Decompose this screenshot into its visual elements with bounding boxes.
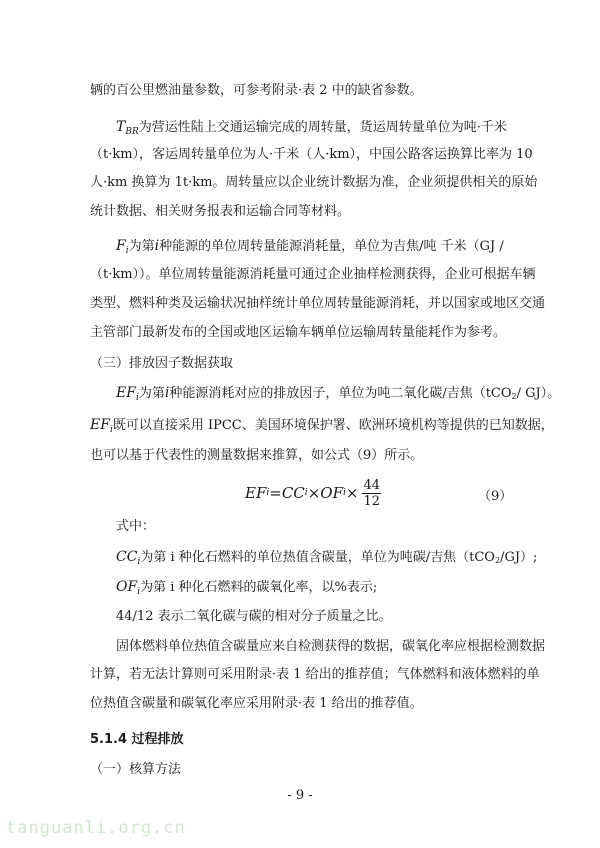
subsection-heading-method: （一）核算方法 [90,762,182,777]
equation-number: （9） [478,489,513,504]
text-line-ratio: 44/12 表示二氧化碳与碳的相对分子质量之比。 [116,609,392,624]
watermark: tanguanli.org.cn [6,818,186,838]
text-line-5: 统计数据、相关财务报表和运输合同等材料。 [90,204,351,219]
text-line-6: $F_i$为第i种能源的单位周转量能源消耗量，单位为吉焦/吨 千米（GJ / [116,238,504,256]
text-line-12: $EF_i$既可以直接采用 IPCC、美国环境保护署、欧洲环境机构等提供的已知数据， [90,417,554,435]
text-line-where: 式中： [116,519,156,534]
text-line-11: $EF_i$为第i种能源消耗对应的排放因子，单位为吨二氧化碳/吉焦（tCO2/ GJ）。 [116,385,561,403]
text-line-8: 类型、燃料种类及运输状况抽样统计单位周转量能源消耗，并以国家或地区交通 [90,296,546,311]
formula-9: EF i = CC i × OF i × $\frac{44}{12}$ [245,477,380,509]
text-line-13: 也可以基于代表性的测量数据来推算，如公式（9）所示。 [90,448,424,463]
text-line-4: 人·km 换算为 1t·km。周转量应以企业统计数据为准，企业须提供相关的原始 [90,175,538,190]
text-line-18: 固体燃料单位热值含碳量应来自检测获得的数据，碳氧化率应根据检测数据 [116,639,546,654]
text-line-20: 位热值含碳量和碳氧化率应采用附录·表 1 给出的推荐值。 [90,696,423,711]
page-number: - 9 - [287,788,313,803]
text-line-7: （t·km））。单位周转量能源消耗量可通过企业抽样检测获得，企业可根据车辆 [90,267,536,282]
text-line-19: 计算，若无法计算则可采用附录·表 1 给出的推荐值；气体燃料和液体燃料的单 [90,667,540,682]
fraction-44-12: $\frac{44}{12}$ [363,477,380,509]
text-line-9: 主管部门最新发布的全国或地区运输车辆单位运输周转量能耗作为参考。 [90,325,507,340]
text-line-1: 辆的百公里燃油量参数，可参考附录·表 2 中的缺省参数。 [90,83,423,98]
text-line-of: $OF_i$为第 i 种化石燃料的碳氧化率，以%表示; [116,579,378,597]
section-heading-5-1-4: 5.1.4 过程排放 [90,732,184,747]
section-heading-emission-factor: （三）排放因子数据获取 [90,356,234,371]
text-line-3: （t·km），客运周转量单位为人·千米（人·km），中国公路客运换算比率为 10 [90,147,533,162]
text-line-cc: $CC_i$为第 i 种化石燃料的单位热值含碳量，单位为吨碳/吉焦（tCO2/GJ）; [116,549,538,567]
text-line-2: $T_{BR}$为营运性陆上交通运输完成的周转量，货运周转量单位为吨·千米 [116,119,507,137]
